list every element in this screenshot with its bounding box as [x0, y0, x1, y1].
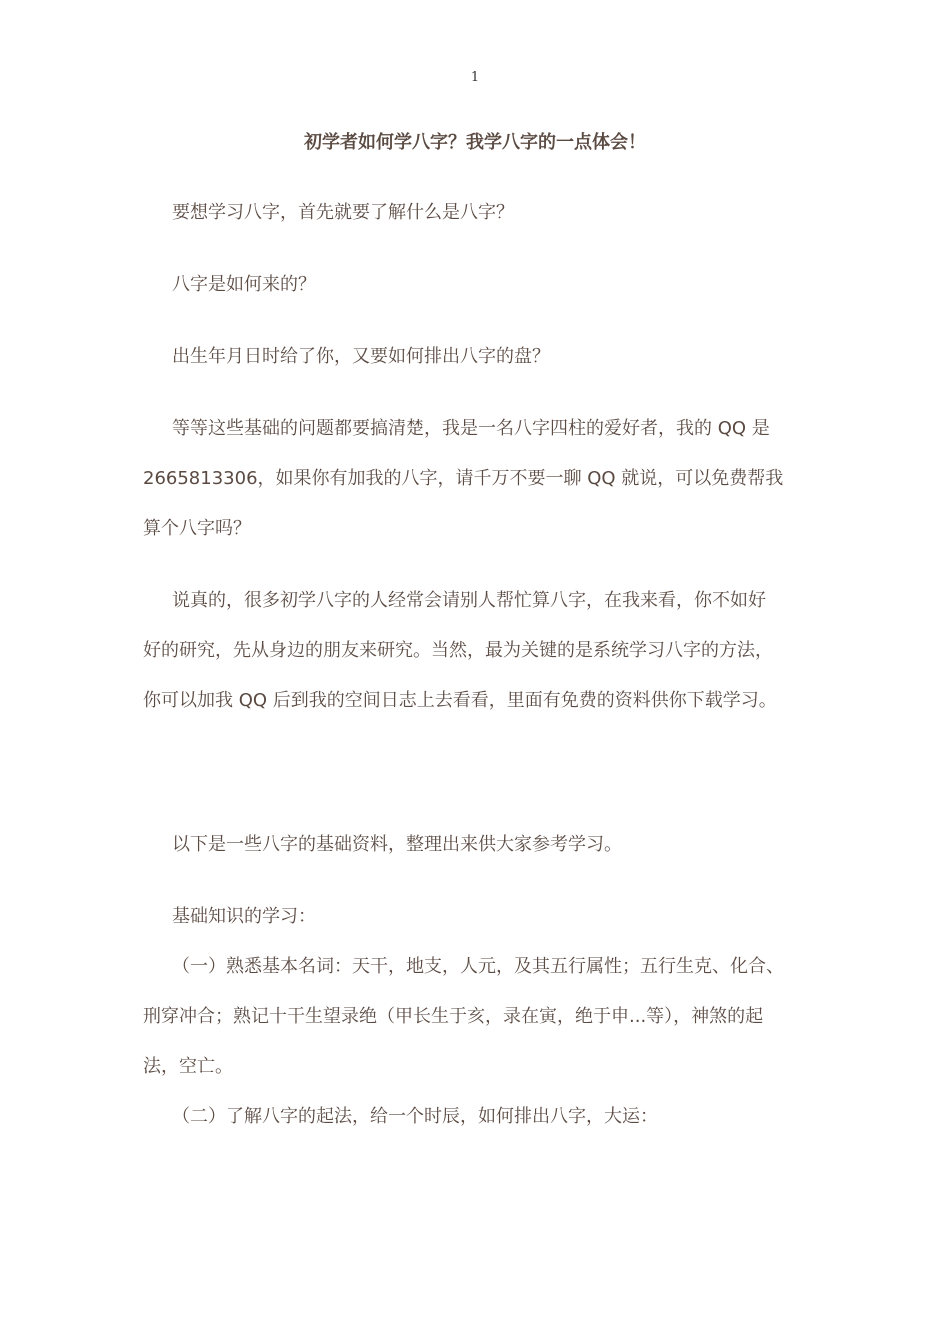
paragraph-line: （二）了解八字的起法，给一个时辰，如何排出八字，大运：: [172, 1106, 658, 1127]
page-number: 1: [470, 70, 480, 85]
paragraph-line: 法，空亡。: [143, 1056, 233, 1077]
paragraph-basic-knowledge-heading: [143, 892, 808, 942]
paragraph-qq-intro: [143, 404, 808, 554]
paragraph-item-one: [143, 942, 808, 1092]
paragraph-what-is-bazi: [143, 188, 808, 238]
paragraph-line: 要想学习八字，首先就要了解什么是八字？: [172, 202, 514, 223]
paragraph-line: 八字是如何来的？: [172, 274, 316, 295]
paragraph-line: 你可以加我 QQ 后到我的空间日志上去看看，里面有免费的资料供你下载学习。: [143, 690, 777, 711]
paragraph-line: 等等这些基础的问题都要搞清楚，我是一名八字四柱的爱好者，我的 QQ 是: [172, 418, 770, 439]
paragraph-item-two: [143, 1092, 808, 1142]
paragraph-line: 刑穿冲合；熟记十干生望录绝（甲长生于亥，录在寅，绝于申...等），神煞的起: [143, 1006, 764, 1027]
paragraph-line: （一）熟悉基本名词：天干，地支，人元，及其五行属性；五行生克、化合、: [172, 956, 784, 977]
paragraph-basic-materials: [143, 820, 808, 870]
paragraph-line: 以下是一些八字的基础资料，整理出来供大家参考学习。: [172, 834, 622, 855]
paragraph-line: 算个八字吗？: [143, 518, 251, 539]
paragraph-bazi-origin: [143, 260, 808, 310]
paragraph-line: 说真的，很多初学八字的人经常会请别人帮忙算八字，在我来看，你不如好: [172, 590, 766, 611]
paragraph-line: 好的研究，先从身边的朋友来研究。当然，最为关键的是系统学习八字的方法，: [143, 640, 773, 661]
document-title: 初学者如何学八字？我学八字的一点体会！: [304, 132, 646, 153]
paragraph-study-advice: [143, 576, 808, 726]
paragraph-line: 基础知识的学习：: [172, 906, 316, 927]
paragraph-line: 2665813306，如果你有加我的八字，请千万不要一聊 QQ 就说，可以免费帮我: [143, 468, 784, 489]
paragraph-line: 出生年月日时给了你，又要如何排出八字的盘？: [172, 346, 550, 367]
paragraph-birth-chart: [143, 332, 808, 382]
